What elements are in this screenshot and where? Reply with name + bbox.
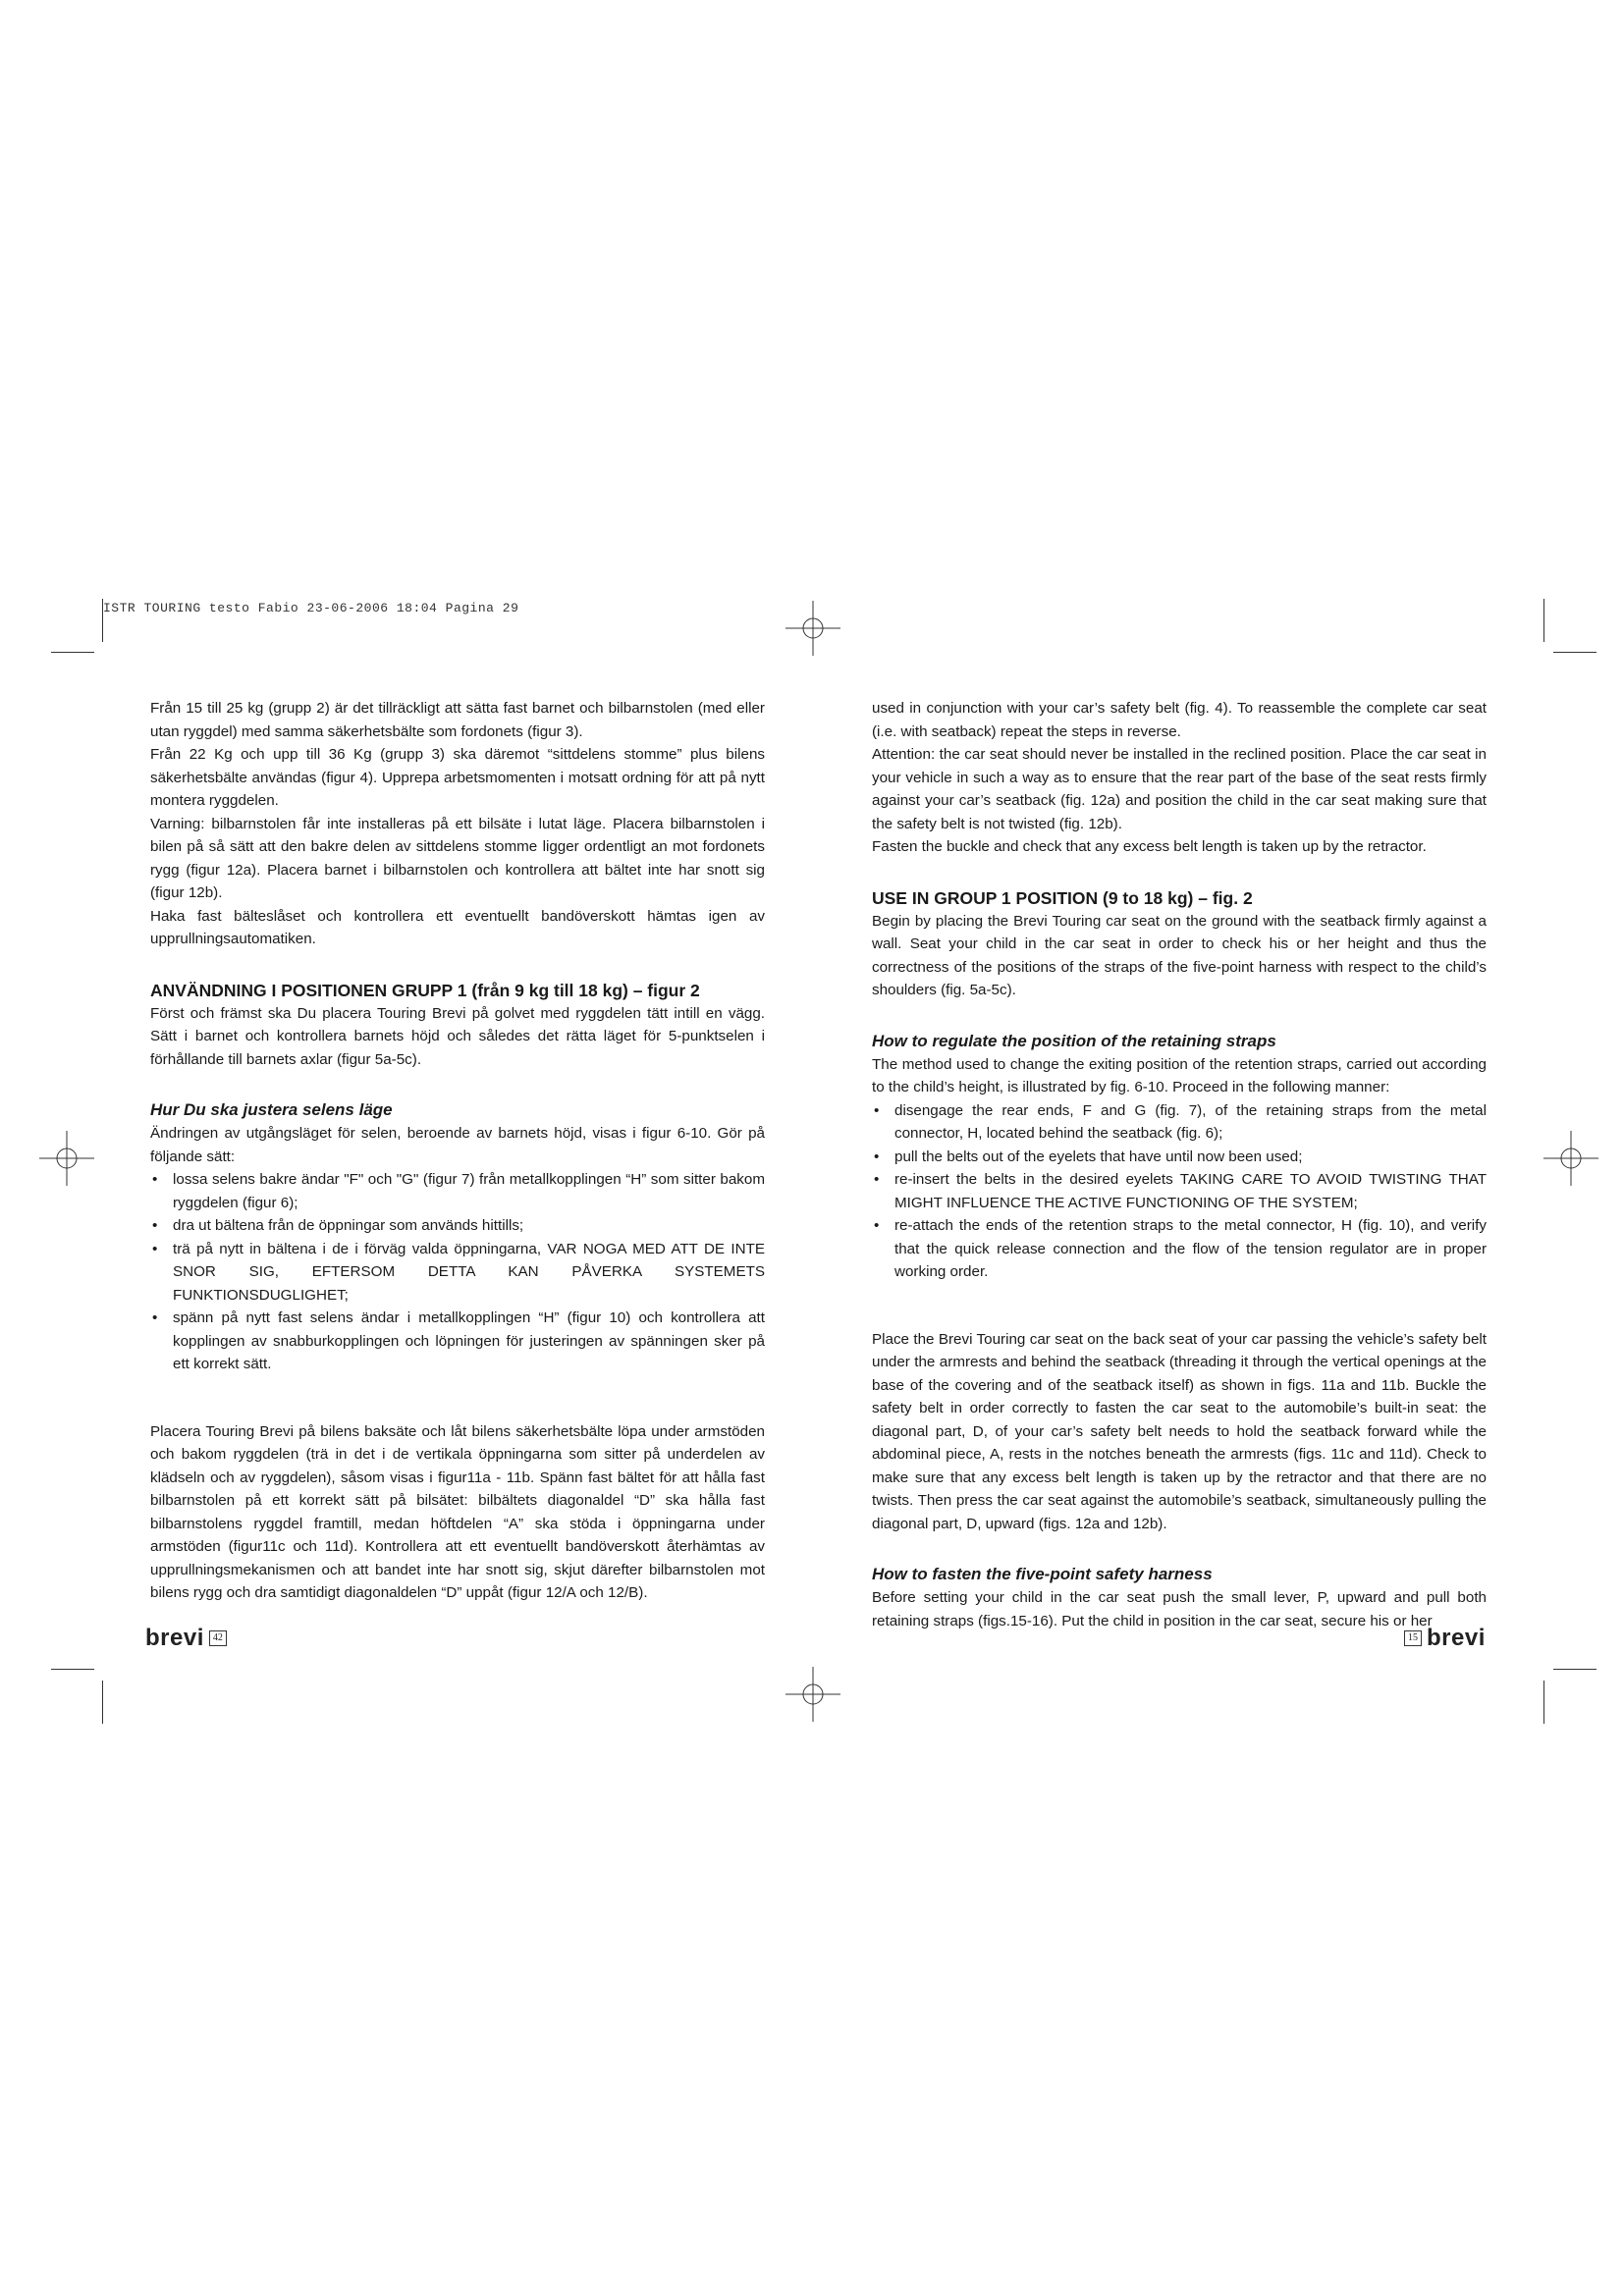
paragraph: Place the Brevi Touring car seat on the back seat of your car passing the vehicle’s safety belt under the armrests and behind the seatback (threading it through the vertical openings at the base of the covering and of the seatback itself) as shown in figs. 11a and 11b. Buckle the safety belt in order correctly to fasten the car seat to the automobile’s built-in seat: the diagonal part, D, of your car’s safety belt needs to hold the seatback forward while the abdominal piece, A, rests in the notches beneath the armrests (figs. 11c and 11d). Check to make sure that any excess belt length is taken up by the retractor and that there are no twists. Then press the car seat against the automobile’s seatback, simultaneously pulling the diagonal part, D, upward (figs. 12a and 12b). <box>872 1330 1487 1532</box>
brevi-logo: brevi <box>1427 1625 1486 1651</box>
list-item: • lossa selens bakre ändar "F" och "G" (figur 7) från metallkopplingen “H” som sitter bakom ryggdelen (figur 6); <box>150 1168 765 1214</box>
registration-mark-left <box>39 1131 94 1186</box>
paragraph: used in conjunction with your car’s safety belt (fig. 4). To reassemble the complete car seat (i.e. with seatback) repeat the steps in reverse. <box>872 700 1487 740</box>
paragraph: Från 15 till 25 kg (grupp 2) är det tillräckligt att sätta fast barnet och bilbarnstolen (med eller utan ryggdel) med samma säkerhetsbälte som fordonets (figur 3). <box>150 700 765 740</box>
paragraph: Attention: the car seat should never be installed in the reclined position. Place the car seat in your vehicle in such a way as to ensure that the rear part of the base of the seat rests firmly against your car’s seatback (fig. 12a) and position the child in the car seat making sure that the safety belt is not twisted (fig. 12b). <box>872 746 1487 832</box>
crop-mark <box>1543 1681 1544 1724</box>
paragraph: Before setting your child in the car seat push the small lever, P, upward and pull both retaining straps (figs.15-16). Put the child in position in the car seat, secure his or her <box>872 1589 1487 1629</box>
paragraph: Fasten the buckle and check that any excess belt length is taken up by the retractor. <box>872 838 1427 855</box>
left-column <box>150 697 765 1605</box>
registration-mark-right <box>1543 1131 1598 1186</box>
list-item: • trä på nytt in bältena i de i förväg valda öppningarna, VAR NOGA MED ATT DE INTE SNOR SIG, EFTERSOM DETTA KAN PÅVERKA SYSTEMETS FUNKTIONSDUGLIGHET; <box>150 1238 765 1308</box>
paragraph: The method used to change the exiting position of the retention straps, carried out according to the child’s height, is illustrated by fig. 6-10. Proceed in the following manner: <box>872 1055 1487 1095</box>
crop-mark <box>1553 652 1597 653</box>
crop-mark <box>1553 1669 1597 1670</box>
section-heading: USE IN GROUP 1 POSITION (9 to 18 kg) – fig. 2 <box>872 887 1253 908</box>
subsection-heading: How to fasten the five-point safety harness <box>872 1565 1213 1583</box>
subsection-heading: How to regulate the position of the retaining straps <box>872 1031 1276 1050</box>
page-number: 42 <box>209 1630 227 1646</box>
paragraph: Först och främst ska Du placera Touring Brevi på golvet med ryggdelen tätt intill en vägg. Sätt i barnet och kontrollera barnets höjd och således det rätta läget för 5-punktselen i förhållande till barnets axlar (figur 5a-5c). <box>150 1004 765 1068</box>
list-item: • pull the belts out of the eyelets that have until now been used; <box>872 1146 1487 1169</box>
footer-right <box>1404 1625 1486 1652</box>
paragraph: Placera Touring Brevi på bilens baksäte och låt bilens säkerhetsbälte löpa under armstöden och bakom ryggdelen (trä in det i de vertikala öppningarna som sitter på underdelen av klädseln och av ryggdelen), såsom visas i figur11a - 11b. Spänn fast bältet för att hålla fast bilbarnstolen på ett korrekt sätt på bilsätet: bilbältets diagonaldel “D” ska hålla fast bilbarnstolens ryggdel framtill, medan höftdelen “A” ska stöda i öppningarna under armstöden (figur11c och 11d). Kontrollera att ett eventuellt bandöverskott återhämtas av upprullningsmekanismen och att bandet inte har snott sig, skjut därefter bilbarnstolen mot bilens rygg och dra samtidigt diagonaldelen “D” uppåt (figur 12/A och 12/B). <box>150 1422 765 1601</box>
list-item: • re-insert the belts in the desired eyelets TAKING CARE TO AVOID TWISTING THAT MIGHT INFLUENCE THE ACTIVE FUNCTIONING OF THE SYSTEM; <box>872 1168 1487 1214</box>
paragraph: Från 22 Kg och upp till 36 Kg (grupp 3) ska däremot “sittdelens stomme” plus bilens säkerhetsbälte användas (figur 4). Upprepa arbetsmomenten i motsatt ordning för att på nytt montera ryggdelen. <box>150 746 765 809</box>
crop-mark <box>102 1681 103 1724</box>
instruction-list <box>872 1099 1487 1284</box>
crop-mark <box>51 652 94 653</box>
list-item: • dra ut bältena från de öppningar som används hittills; <box>150 1214 765 1238</box>
section-heading: ANVÄNDNING I POSITIONEN GRUPP 1 (från 9 kg till 18 kg) – figur 2 <box>150 980 700 1000</box>
paragraph: Varning: bilbarnstolen får inte installeras på ett bilsäte i lutat läge. Placera bilbarnstolen i bilen på så sätt att den bakre delen av sittdelens stomme ligger ordentligt an mot fordonets rygg (figur 12a). Placera barnet i bilbarnstolen och kontrollera att bältet inte har snott sig (figur 12b). <box>150 815 765 901</box>
footer-left <box>145 1625 227 1652</box>
right-column <box>872 697 1487 1632</box>
paragraph: Ändringen av utgångsläget för selen, beroende av barnets höjd, visas i figur 6-10. Gör på följande sätt: <box>150 1125 765 1165</box>
list-item: • re-attach the ends of the retention straps to the metal connector, H (fig. 10), and verify that the quick release connection and the flow of the tension regulator are in proper working order. <box>872 1214 1487 1284</box>
page-number: 15 <box>1404 1630 1422 1646</box>
subsection-heading: Hur Du ska justera selens läge <box>150 1100 393 1119</box>
crop-mark <box>51 1669 94 1670</box>
print-slug: ISTR TOURING testo Fabio 23-06-2006 18:04 Pagina 29 <box>103 601 519 615</box>
crop-mark <box>1543 599 1544 642</box>
instruction-list <box>150 1168 765 1376</box>
list-item: • disengage the rear ends, F and G (fig. 7), of the retaining straps from the metal connector, H, located behind the seatback (fig. 6); <box>872 1099 1487 1146</box>
paragraph: Haka fast bälteslåset och kontrollera ett eventuellt bandöverskott hämtas igen av upprullningsautomatiken. <box>150 907 765 947</box>
brevi-logo: brevi <box>145 1625 204 1651</box>
registration-mark-top <box>785 601 840 656</box>
crop-mark <box>102 599 103 642</box>
registration-mark-bottom <box>785 1667 840 1722</box>
list-item: • spänn på nytt fast selens ändar i metallkopplingen “H” (figur 10) och kontrollera att kopplingen av snabburkopplingen och löpningen för justeringen av spänningen sker på ett korrekt sätt. <box>150 1307 765 1376</box>
paragraph: Begin by placing the Brevi Touring car seat on the ground with the seatback firmly against a wall. Seat your child in the car seat in order to check his or her height and thus the correctness of the positions of the straps of the five-point harness with respect to the child’s shoulders (fig. 5a-5c). <box>872 912 1487 998</box>
